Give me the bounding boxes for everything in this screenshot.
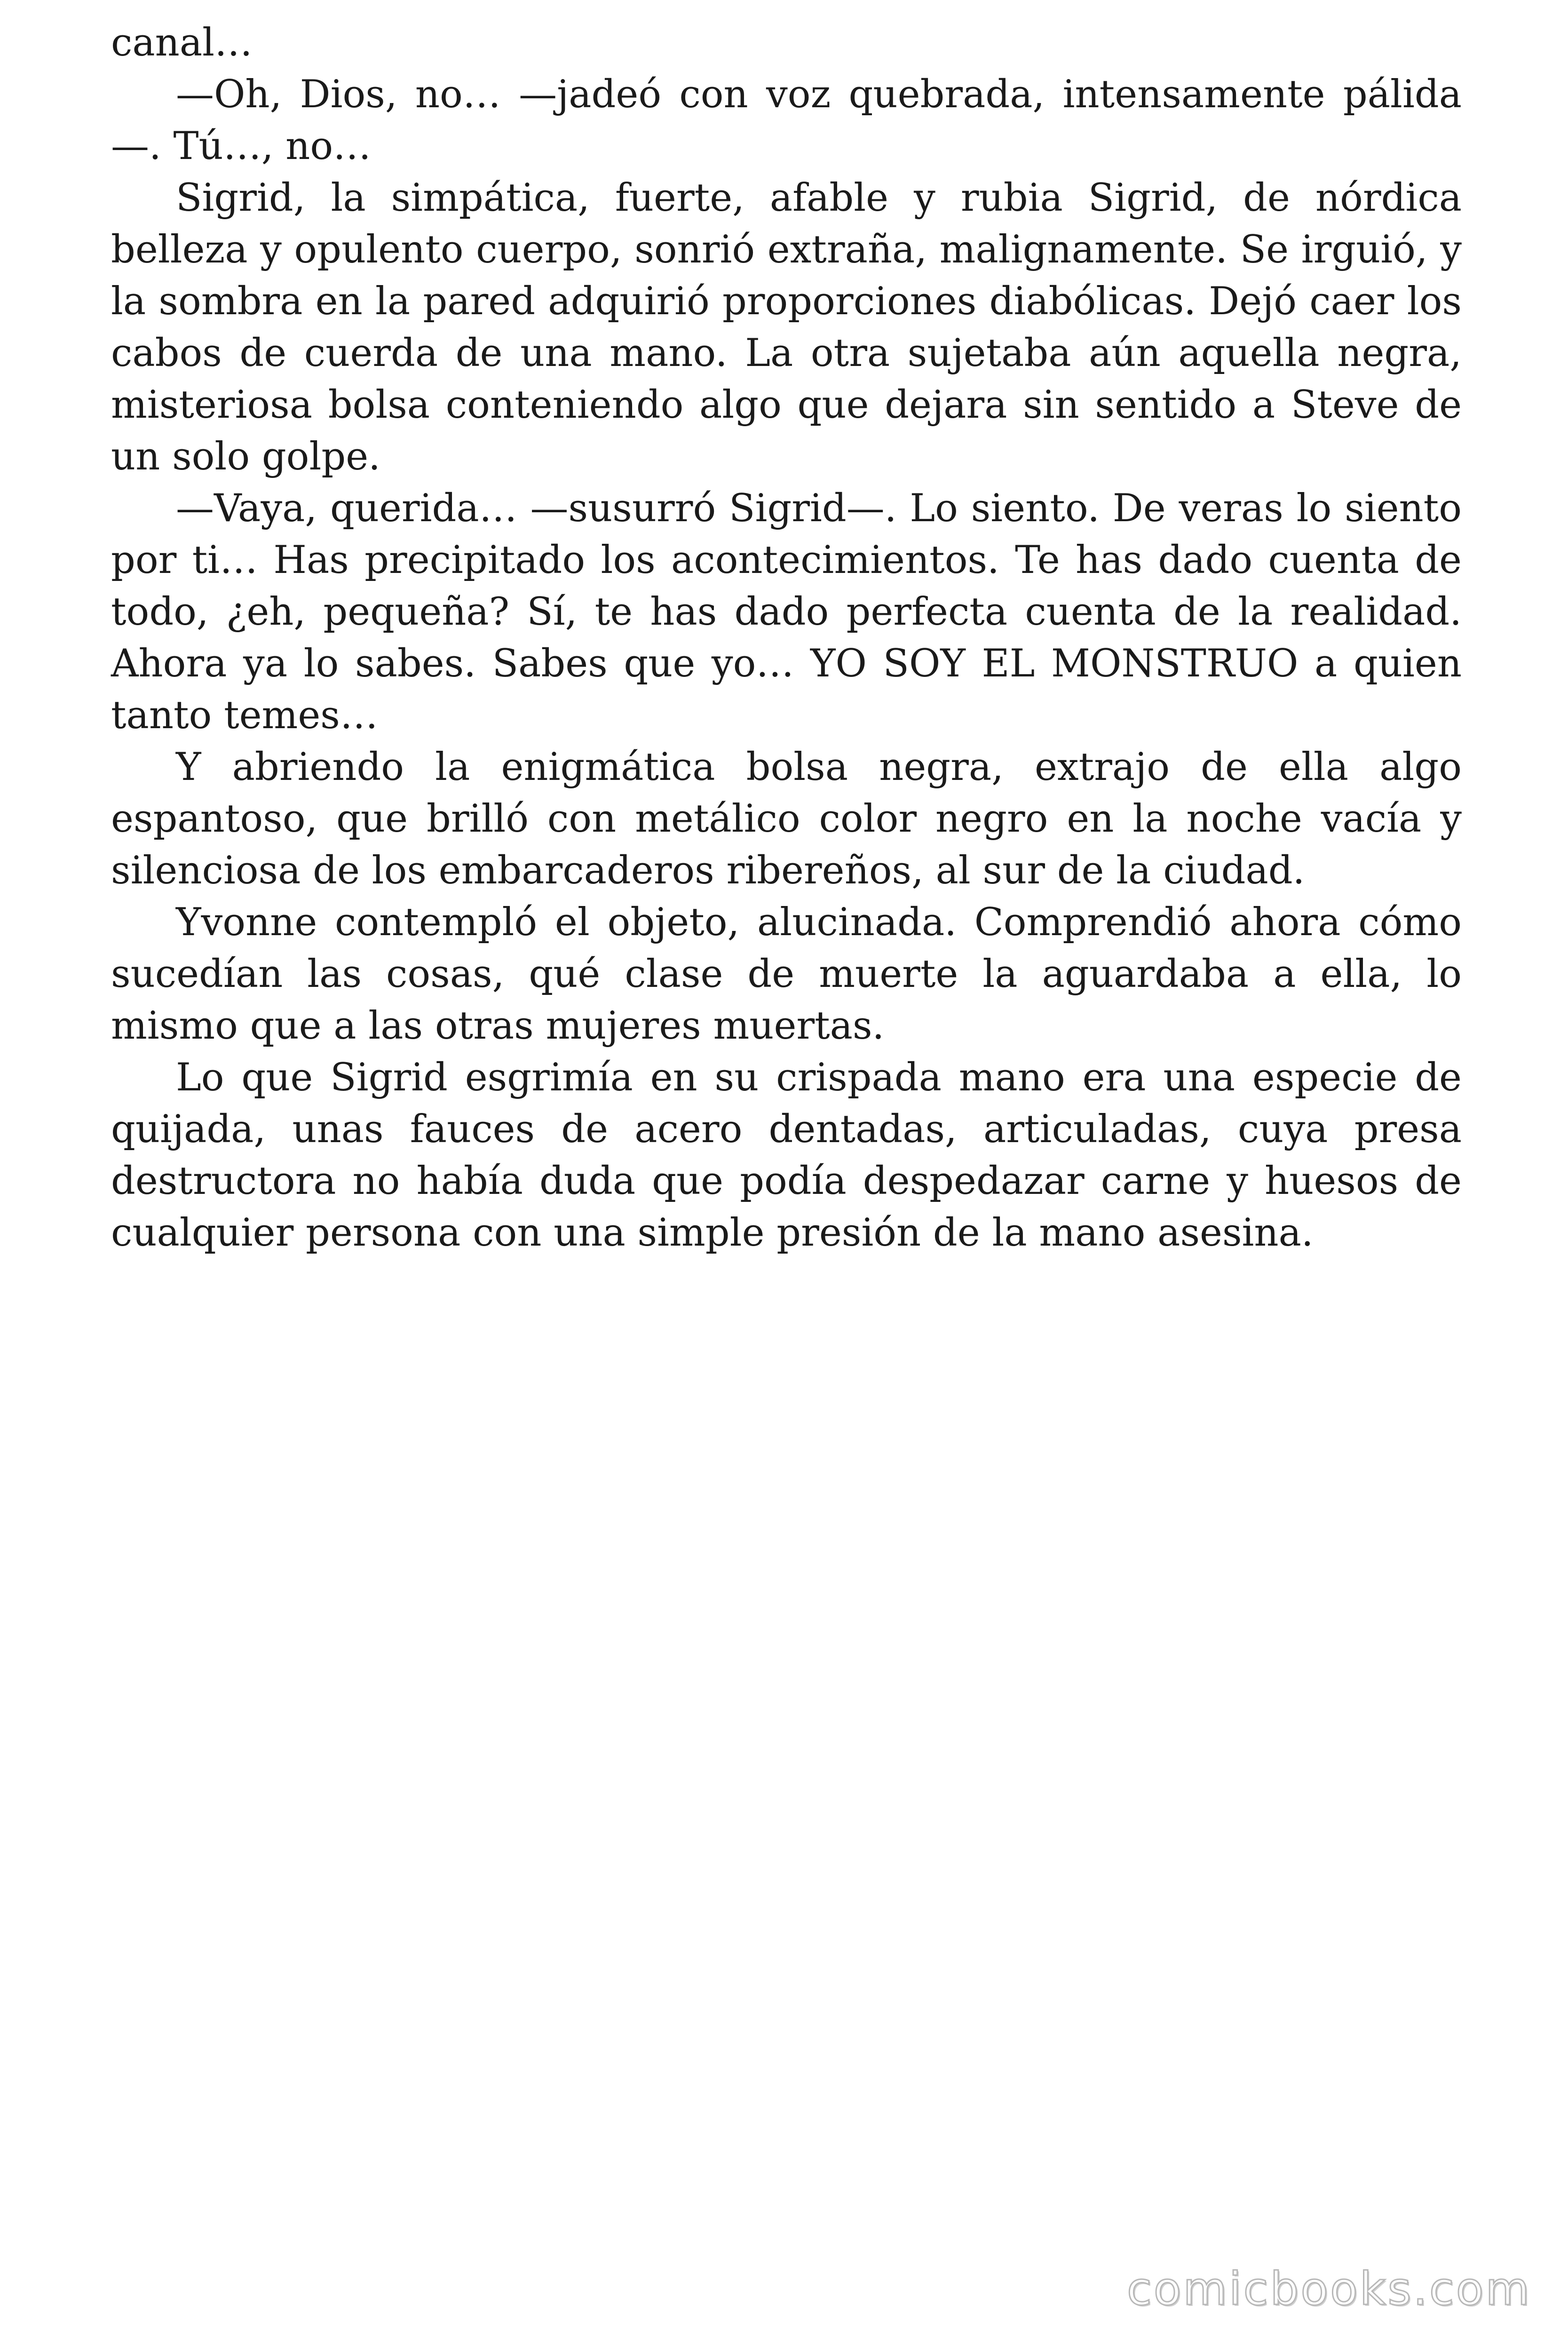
watermark-logo: comicbooks.com — [1126, 2263, 1531, 2315]
paragraph-black-bag: Y abriendo la enigmática bolsa negra, extrajo de ella algo espantoso, que brilló con metálico color negro en la noche vacía y silenciosa de los embarcaderos ribereños, al sur de la ciudad. — [111, 745, 1462, 893]
paragraph-dialogue-sigrid: —Vaya, querida… —susurró Sigrid—. Lo siento. De veras lo siento por ti… Has precipitado los acontecimientos. Te has dado cuenta de todo, ¿eh, pequeña? Sí, te has dado perfecta cuenta de la realidad. Ahora ya lo sabes. Sabes que yo… YO SOY EL MONSTRUO a quien tanto temes… — [111, 486, 1462, 738]
paragraph-sigrid-description: Sigrid, la simpática, fuerte, afable y rubia Sigrid, de nórdica belleza y opulento cuerpo, sonrió extraña, malignamente. Se irguió, y la sombra en la pared adquirió proporciones diabólicas. Dejó caer los cabos de cuerda de una mano. La otra sujetaba aún aquella negra, misteriosa bolsa conteniendo algo que dejara sin sentido a Steve de un solo golpe. — [111, 176, 1462, 479]
paragraph-yvonne-realization: Yvonne contempló el objeto, alucinada. Comprendió ahora cómo sucedían las cosas, qué clase de muerte la aguardaba a ella, lo mismo que a las otras mujeres muertas. — [111, 900, 1462, 1048]
paragraph-steel-jaws: Lo que Sigrid esgrimía en su crispada mano era una especie de quijada, unas fauces de acero dentadas, articuladas, cuya presa destructora no había duda que podía despedazar carne y huesos de cualquier persona con una simple presión de la mano asesina. — [111, 1056, 1462, 1255]
page-body — [111, 17, 1462, 1259]
paragraph-continuation: canal… — [111, 21, 253, 65]
paragraph-dialogue-yvonne: —Oh, Dios, no… —jadeó con voz quebrada, intensamente pálida —. Tú…, no… — [111, 72, 1462, 168]
